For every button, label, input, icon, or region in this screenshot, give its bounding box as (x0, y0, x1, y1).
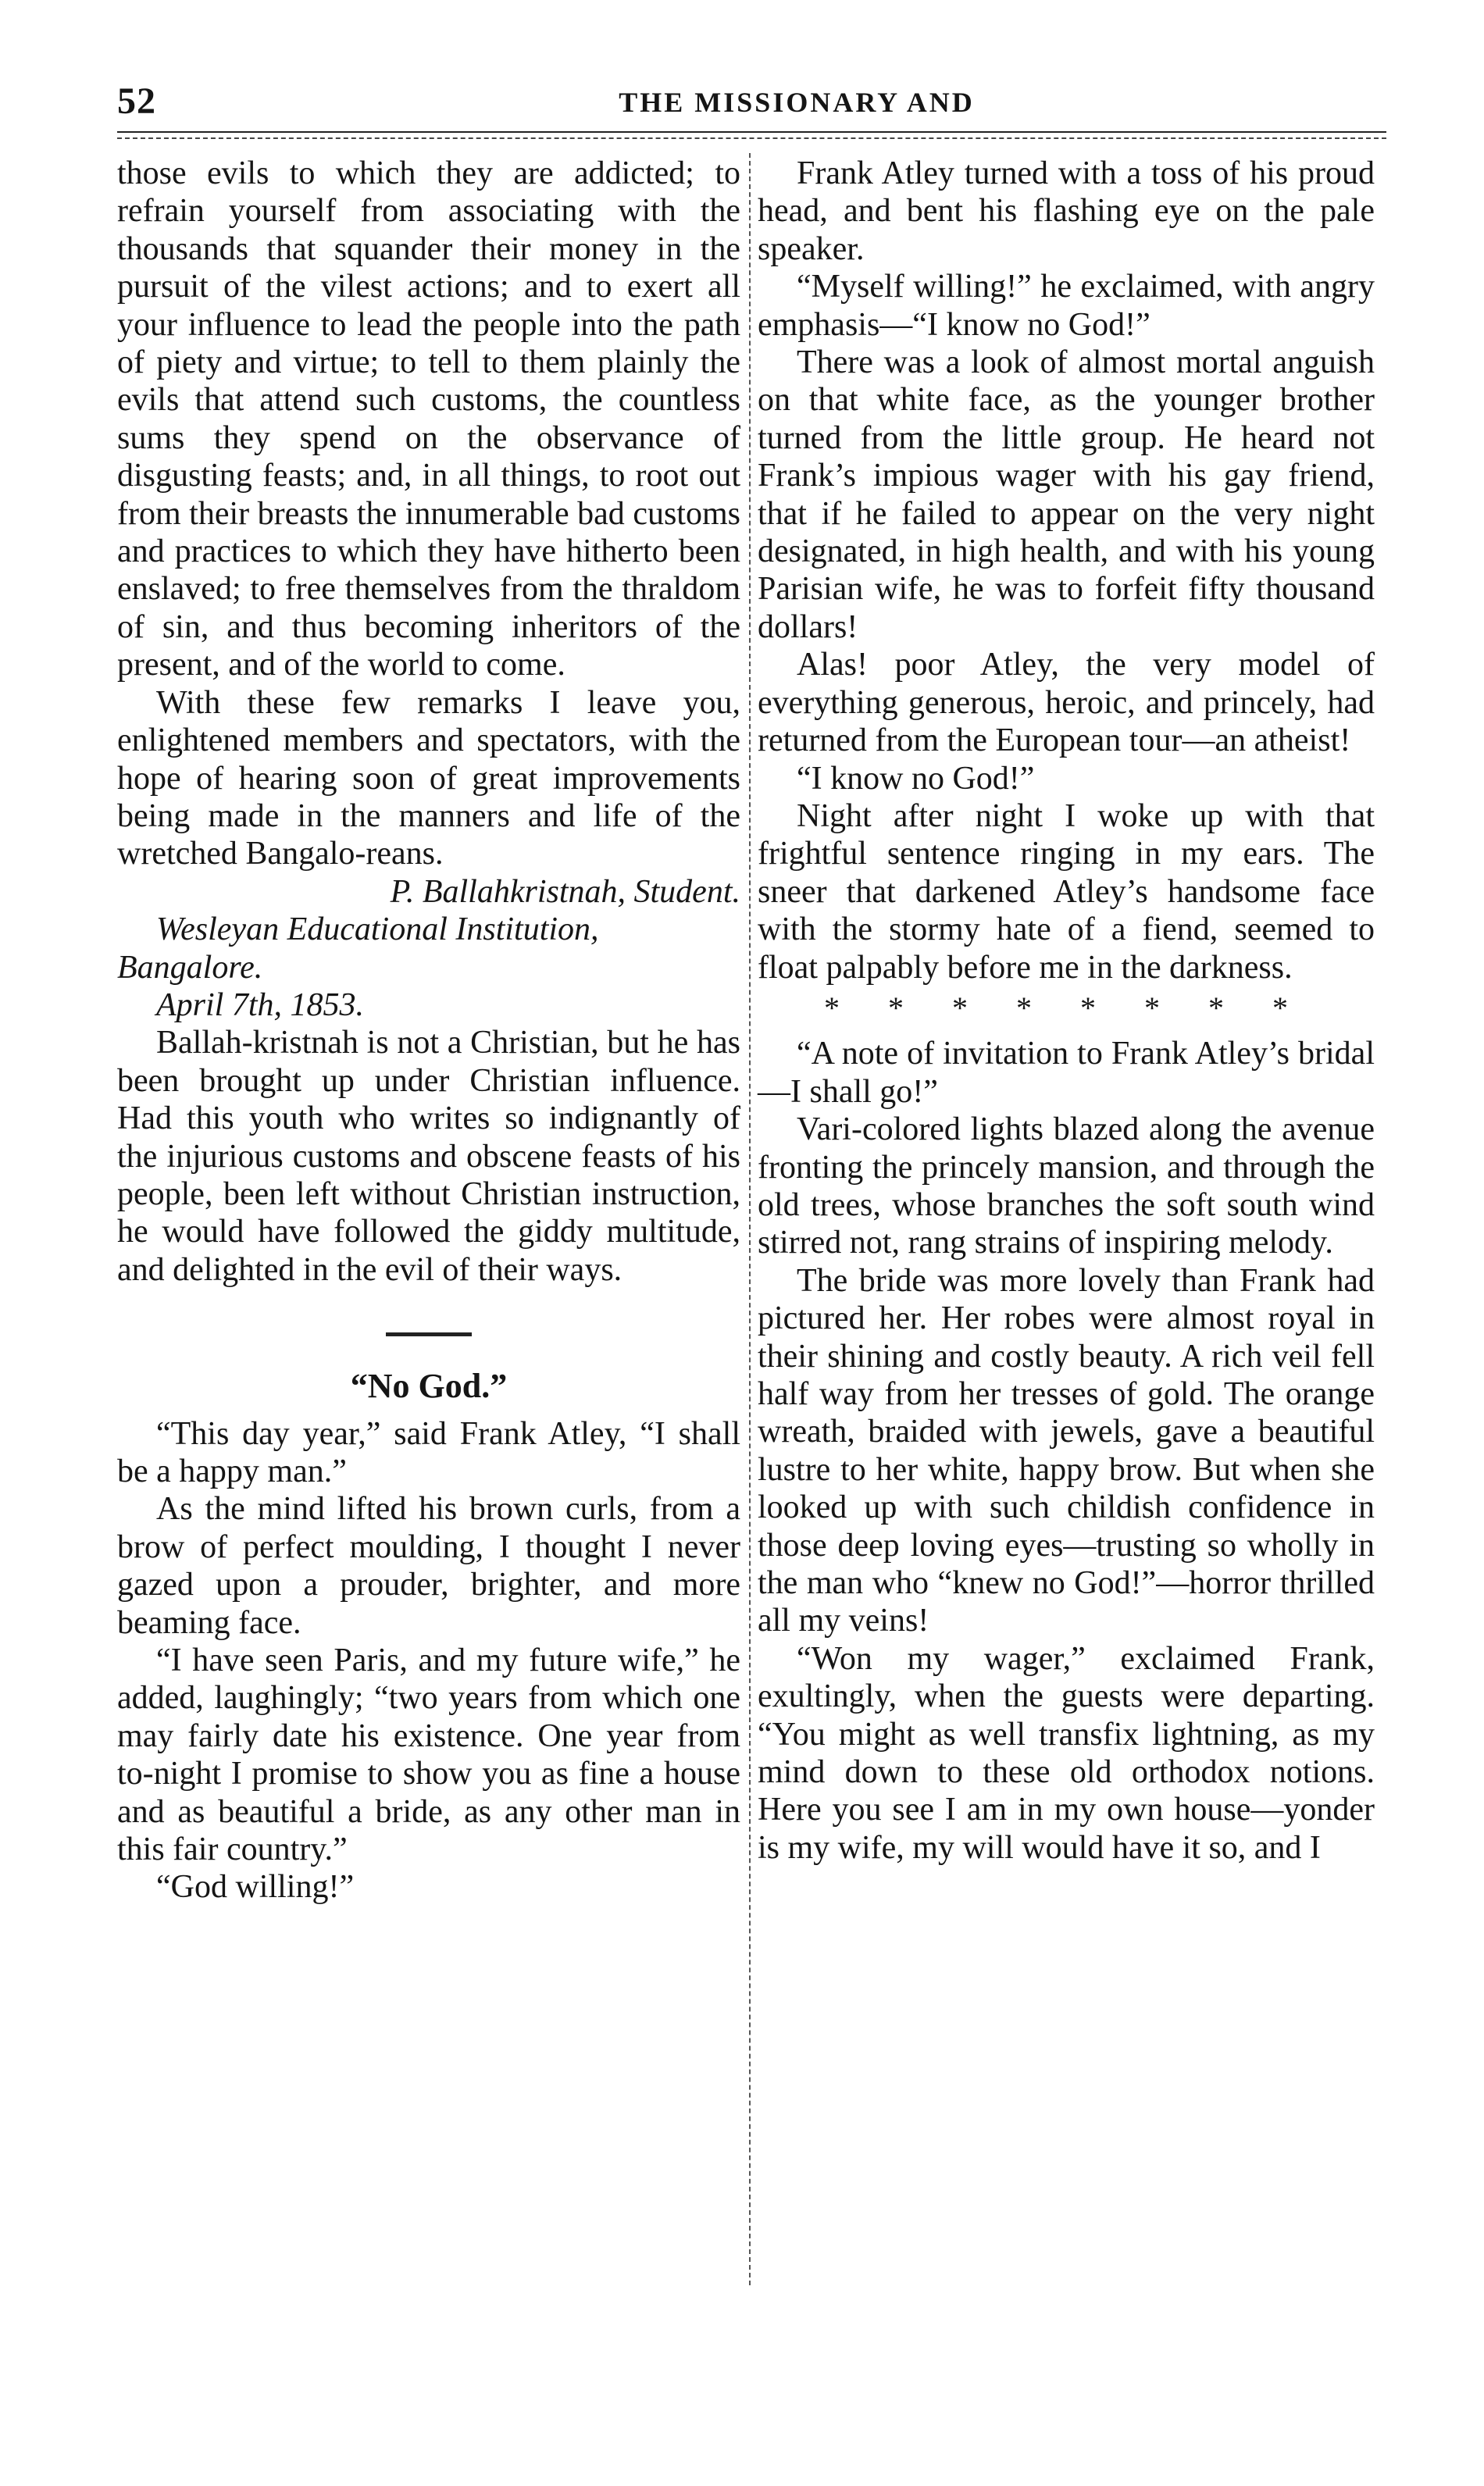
paragraph: Frank Atley turned with a toss of his proud head, and bent his flashing eye on the pale speaker. (758, 155, 1375, 267)
right-column (758, 155, 1375, 1867)
column-divider (749, 153, 751, 2285)
header-rule (117, 131, 1386, 139)
left-column (117, 155, 740, 1906)
paragraph: “I have seen Paris, and my future wife,” he added, laughingly; “two years from which one may fairly date his existence. One year from to-night I promise to show you as fine a house and as beautiful a bride, as any other man in this fair country.” (117, 1642, 740, 1868)
author-signature: P. Ballahkristnah, Student. (390, 873, 740, 910)
running-head: THE MISSIONARY AND (619, 87, 975, 118)
paragraph: The bride was more lovely than Frank had pictured her. Her robes were almost royal in their shining and costly beauty. A rich veil fell half way from her tresses of gold. The orange wreath, braided with jewels, gave a beautiful lustre to her white, happy brow. But when she looked up with such childish confidence in those deep loving eyes—trusting so wholly in the man who “knew no God!”—horror thrilled all my veins! (758, 1262, 1375, 1639)
paragraph: “A note of invitation to Frank Atley’s bridal—I shall go!” (758, 1036, 1375, 1110)
section-divider (386, 1332, 472, 1336)
paragraph: Vari-colored lights blazed along the avenue fronting the princely mansion, and through the old trees, whose branches the soft south wind stirred not, rang strains of inspiring melody. (758, 1111, 1375, 1261)
paragraph: “Myself willing!” he exclaimed, with angry emphasis—“I know no God!” (758, 269, 1375, 343)
paragraph: Ballah-kristnah is not a Christian, but he has been brought up under Christian influence. Had this youth who writes so indignantly of the injurious customs and obscene feasts of his people, been left without Christian instruction, he would have followed the giddy multitude, and delighted in the evil of their ways. (117, 1025, 740, 1288)
page-number: 52 (117, 80, 156, 122)
paragraph: “God willing!” (156, 1869, 355, 1906)
paragraph: “Won my wager,” exclaimed Frank, exultingly, when the guests were departing. “You might as well transfix lightning, as my mind down to these old orthodox notions. Here you see I am in my own house—yonder is my wife, my will would have it so, and I (758, 1640, 1375, 1866)
paragraph: “This day year,” said Frank Atley, “I shall be a happy man.” (117, 1415, 740, 1489)
paragraph: “I know no God!” (797, 760, 1035, 797)
paragraph: There was a look of almost mortal anguish on that white face, as the younger brother turned from the little group. He heard not Frank’s impious wager with his gay friend, that if he failed to appear on the very night designated, in high health, and with his young Parisian wife, he was to forfeit fifty thousand dollars! (758, 344, 1375, 645)
paragraph: As the mind lifted his brown curls, from a brow of perfect moulding, I thought I never gazed upon a prouder, brighter, and more beaming face. (117, 1491, 740, 1641)
story-title: “No God.” (350, 1367, 508, 1406)
paragraph: With these few remarks I leave you, enlightened members and spectators, with the hope of hearing soon of great improvements being made in the manners and life of the wretched Bangalo-reans. (117, 684, 740, 872)
section-break-stars: * * * * * * * * (824, 990, 1308, 1025)
date-line: April 7th, 1853. (156, 986, 365, 1023)
paragraph: Night after night I woke up with that frightful sentence ringing in my ears. The sneer that darkened Atley’s handsome face with the stormy hate of a fiend, seemed to float palpably before me in the darkness. (758, 797, 1375, 986)
paragraph: Alas! poor Atley, the very model of everything generous, heroic, and princely, had returned from the European tour—an atheist! (758, 647, 1375, 759)
institution-line: Wesleyan Educational Institution, Bangalore. (117, 911, 599, 986)
paragraph: those evils to which they are addicted; to refrain yourself from associating with the thousands that squander their money in the pursuit of the vilest actions; and to exert all your influence to lead the people into the path of piety and virtue; to tell to them plainly the evils that attend such customs, the countless sums they spend on the observance of disgusting feasts; and, in all things, to root out from their breasts the innumerable bad customs and practices to which they have hitherto been enslaved; to free themselves from the thraldom of sin, and thus becoming inheritors of the present, and of the world to come. (117, 155, 740, 683)
